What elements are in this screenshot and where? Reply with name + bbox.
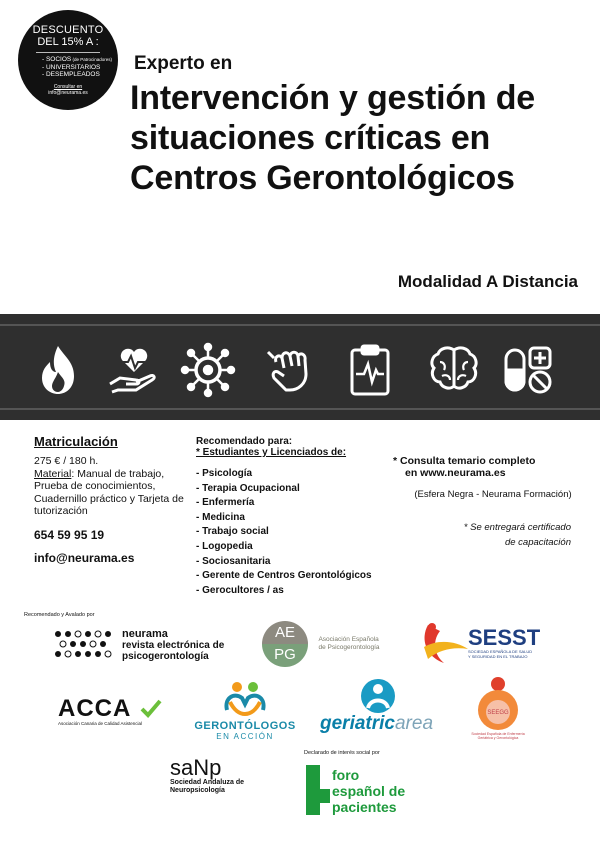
- heart-care-hand-icon: [106, 342, 162, 398]
- acca-logo: [58, 697, 178, 727]
- list-item: - Terapia Ocupacional: [196, 482, 300, 494]
- aepg-text: Asociación Española de Psicogerontología: [318, 636, 380, 651]
- badge-consult: Consultar en: [53, 83, 83, 90]
- fire-icon: [30, 342, 86, 398]
- neurama-line3: psicogerontología: [122, 651, 209, 662]
- sanp-sub2: Neuropsicología: [170, 787, 225, 794]
- badge-items: [42, 56, 118, 79]
- seegg-figure-icon: [468, 676, 528, 732]
- consult-line1: * Consulta temario completo: [393, 455, 536, 467]
- badge-item: - UNIVERSITARIOS: [42, 63, 101, 71]
- badge-email: info@neurama.es: [48, 89, 88, 96]
- neurama-line2: revista electrónica de: [122, 640, 225, 651]
- aepg-emblem: AE PG: [262, 621, 308, 667]
- recommended-list: [196, 467, 406, 598]
- list-item: - Gerente de Centros Gerontológicos: [196, 570, 372, 582]
- list-item: - Psicología: [196, 468, 253, 479]
- check-icon: [140, 699, 162, 719]
- fist-icon: [262, 342, 318, 398]
- material-text: : Manual de trabajo, Prueba de conocimientos, Cuadernillo práctico y Tarjeta de tutorización: [34, 467, 184, 517]
- foro-line2: español de: [332, 783, 406, 799]
- enrollment-price: 275 € / 180 h.: [34, 455, 99, 467]
- list-item: - Trabajo social: [196, 526, 269, 538]
- clipboard-vitals-icon: [342, 342, 398, 398]
- band-stripe-bottom: [0, 408, 600, 410]
- acca-sub: Asociación Canaria de Calidad Asistencial: [58, 721, 143, 726]
- badge-divider: [36, 52, 100, 53]
- course-kicker: Experto en: [134, 53, 233, 74]
- person-circle-icon: [360, 678, 396, 714]
- seegg-sub1: Sociedad Española de Enfermería: [471, 732, 525, 736]
- seegg-sub2: Geriátrica y Gerontológica: [477, 736, 519, 740]
- consult-sphere: (Esfera Negra - Neurama Formación): [414, 489, 572, 500]
- consult-section: [393, 455, 593, 550]
- badge-line1: DESCUENTO: [32, 24, 104, 36]
- sanp-logo: [170, 757, 270, 795]
- sanp-sub1: Sociedad Andaluza de: [170, 779, 245, 786]
- sanp-name: saNp: [170, 755, 222, 780]
- endorsed-label: Recomendado y Avalado por: [24, 612, 95, 618]
- foro-line3: pacientes: [332, 799, 397, 815]
- list-item: - Sociosanitaria: [196, 555, 271, 567]
- discount-badge: [18, 10, 118, 110]
- list-item: - Medicina: [196, 511, 245, 523]
- course-title: Intervención y gestión de situaciones críticas en Centros Gerontológicos: [130, 79, 535, 197]
- gerontologos-sub: EN ACCIÓN: [216, 732, 274, 741]
- people-circle-icon: [222, 680, 268, 720]
- geriatricarea-name: geriatricarea: [320, 713, 434, 734]
- virus-icon: [180, 342, 236, 398]
- enrollment-material: [34, 468, 194, 518]
- enrollment-heading: Matriculación: [34, 434, 118, 449]
- contact-email[interactable]: info@neurama.es: [34, 550, 135, 565]
- foro-bar: [306, 765, 320, 815]
- recommended-heading: Recomendado para:: [196, 436, 293, 447]
- icon-band: [0, 314, 600, 420]
- certificate-note: * Se entregará certificado de capacitación: [463, 522, 571, 548]
- course-modality: Modalidad A Distancia: [397, 272, 578, 291]
- geriatricarea-logo: [320, 678, 450, 734]
- list-item: - Gerocultores / as: [196, 584, 284, 596]
- brain-icon: [426, 342, 482, 398]
- foro-line1: foro: [332, 767, 360, 783]
- gerontologos-logo: [190, 680, 300, 742]
- social-label: Declarado de interés social por: [304, 750, 380, 756]
- recommended-subheading: * Estudiantes y Licenciados de:: [196, 447, 347, 458]
- gerontologos-name: GERONTÓLOGOS: [194, 720, 296, 732]
- sesst-sub1: SOCIEDAD ESPAÑOLA DE SALUD: [468, 649, 533, 654]
- consult-website[interactable]: en www.neurama.es: [405, 467, 506, 479]
- sesst-sub2: Y SEGURIDAD EN EL TRABAJO: [468, 654, 528, 659]
- seegg-name: SEEGG: [487, 710, 509, 716]
- sesst-name: SESST: [468, 625, 541, 650]
- sesst-swoosh-icon: [418, 619, 470, 669]
- pills-icon: [500, 342, 556, 398]
- list-item: - Logopedia: [196, 540, 253, 552]
- seegg-logo: [463, 676, 533, 740]
- enrollment-section: [34, 434, 194, 565]
- recommended-section: [196, 436, 406, 598]
- foro-bar-notch: [320, 789, 330, 803]
- badge-item: - SOCIOS (de Patrocinadores): [42, 56, 113, 63]
- neurama-name: neurama: [122, 628, 168, 640]
- acca-name: ACCA: [58, 695, 132, 722]
- list-item: - Enfermería: [196, 497, 255, 509]
- badge-line2: DEL 15% A :: [37, 36, 99, 48]
- band-stripe-top: [0, 324, 600, 326]
- material-label: Material: [34, 467, 72, 480]
- badge-item: - DESEMPLEADOS: [42, 71, 100, 78]
- neurama-dots-icon: [52, 626, 114, 666]
- contact-phone[interactable]: 654 59 95 19: [34, 527, 105, 542]
- aepg-logo: [262, 621, 412, 667]
